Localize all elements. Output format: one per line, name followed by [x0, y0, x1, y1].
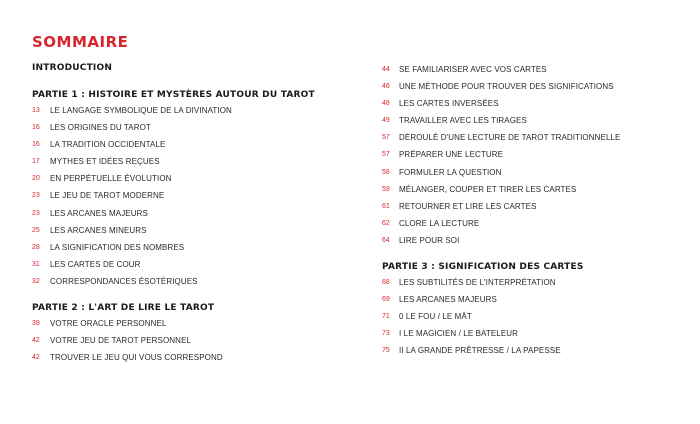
toc-entry[interactable]: [382, 291, 682, 308]
toc-entry-label: LES CARTES INVERSÉES: [399, 99, 499, 109]
toc-entry-label: UNE MÉTHODE POUR TROUVER DES SIGNIFICATIONS: [399, 82, 614, 92]
toc-entry[interactable]: [32, 119, 352, 136]
toc-page-number: 71: [382, 313, 390, 321]
toc-page-number: 61: [382, 202, 390, 210]
toc-page-number: 46: [382, 83, 390, 91]
toc-entry-label: 0 LE FOU / LE MÂT: [399, 312, 472, 322]
toc-entry[interactable]: [32, 205, 352, 222]
toc-page-number: 20: [32, 175, 40, 183]
toc-entry-label: LES CARTES DE COUR: [50, 259, 141, 269]
toc-entry[interactable]: [382, 129, 682, 146]
toc-page-number: 16: [32, 124, 40, 132]
toc-entry-label: LE LANGAGE SYMBOLIQUE DE LA DIVINATION: [50, 106, 232, 115]
toc-entry-label: PRÉPARER UNE LECTURE: [399, 150, 504, 160]
toc-entry-label: CLORE LA LECTURE: [399, 218, 480, 228]
toc-page-number: 58: [382, 168, 390, 176]
toc-entry[interactable]: [382, 181, 682, 198]
toc-entry[interactable]: [382, 164, 682, 181]
toc-page-number: 23: [32, 192, 40, 200]
toc-entry-label: VOTRE JEU DE TAROT PERSONNEL: [50, 336, 192, 346]
intro-heading[interactable]: INTRODUCTION: [32, 63, 113, 73]
toc-page-number: 42: [32, 337, 40, 345]
toc-entry[interactable]: [32, 239, 352, 256]
toc-entry-label: LES ARCANES MAJEURS: [50, 208, 148, 218]
toc-entry-label: RETOURNER ET LIRE LES CARTES: [399, 201, 537, 211]
toc-entry[interactable]: [382, 198, 682, 215]
toc-entry-label: LES ORIGINES DU TAROT: [50, 123, 151, 133]
toc-entry[interactable]: [382, 215, 682, 232]
toc-page-number: 13: [32, 107, 40, 114]
toc-page-number: 59: [382, 185, 390, 193]
toc-page-number: 57: [382, 134, 390, 142]
toc-page-number: 62: [382, 219, 390, 227]
toc-entry[interactable]: [382, 78, 682, 95]
toc-entry[interactable]: [382, 112, 682, 129]
toc-entry[interactable]: [32, 187, 352, 204]
toc-page-number: 39: [32, 320, 40, 328]
toc-page-number: 73: [382, 330, 390, 338]
toc-page-number: 23: [32, 209, 40, 217]
part3-heading[interactable]: PARTIE 3 : SIGNIFICATION DES CARTES: [382, 262, 584, 273]
toc-entry-label: EN PERPÉTUELLE ÉVOLUTION: [50, 174, 172, 184]
toc-page-number: 49: [382, 117, 390, 125]
part2-heading[interactable]: PARTIE 2 : L'ART DE LIRE LE TAROT: [32, 303, 215, 314]
toc-entry[interactable]: [32, 153, 352, 170]
toc-entry-label: LES ARCANES MINEURS: [50, 225, 147, 235]
toc-entry[interactable]: [382, 325, 682, 342]
toc-entry[interactable]: [32, 315, 352, 332]
toc-entry-label: CORRESPONDANCES ÉSOTÉRIQUES: [50, 276, 198, 286]
toc-entry[interactable]: [32, 170, 352, 187]
toc-left-column: [32, 61, 352, 366]
toc-entry[interactable]: [32, 349, 352, 366]
toc-entry-label: LE JEU DE TAROT MODERNE: [50, 191, 165, 201]
toc-page-number: 64: [382, 236, 390, 244]
toc-entry[interactable]: [382, 232, 682, 249]
toc-page-number: 32: [32, 277, 40, 285]
toc-page-number: 31: [32, 260, 40, 268]
toc-page-number: 25: [32, 226, 40, 234]
toc-entry-label: LA SIGNIFICATION DES NOMBRES: [50, 242, 185, 252]
toc-entry-label: I LE MAGICIEN / LE BATELEUR: [399, 329, 519, 339]
toc-entry[interactable]: [382, 61, 682, 78]
toc-entry-label: DÉROULÉ D'UNE LECTURE DE TAROT TRADITIONNELLE: [399, 133, 621, 143]
part2-continued-entries: [382, 61, 682, 249]
toc-entry[interactable]: [382, 308, 682, 325]
toc-entry[interactable]: [32, 256, 352, 273]
toc-page-number: 16: [32, 141, 40, 149]
toc-entry[interactable]: [382, 146, 682, 163]
toc-entry[interactable]: [32, 102, 352, 119]
toc-entry-label: FORMULER LA QUESTION: [399, 167, 502, 177]
toc-entry-label: LES SUBTILITÉS DE L'INTERPRÉTATION: [399, 278, 556, 288]
part1-heading[interactable]: PARTIE 1 : HISTOIRE ET MYSTÈRES AUTOUR DU TAROT: [32, 90, 315, 100]
toc-page-number: 57: [382, 151, 390, 159]
toc-entry[interactable]: [382, 274, 682, 291]
toc-page-number: 69: [382, 296, 390, 304]
toc-entry-label: TROUVER LE JEU QUI VOUS CORRESPOND: [50, 353, 223, 363]
toc-entry[interactable]: [382, 342, 682, 359]
toc-entry-label: LES ARCANES MAJEURS: [399, 295, 497, 305]
toc-page-number: 68: [382, 279, 390, 287]
toc-entry-label: LIRE POUR SOI: [399, 235, 460, 245]
toc-entry[interactable]: [32, 136, 352, 153]
toc-page-number: 75: [382, 347, 390, 355]
toc-page-number: 28: [32, 243, 40, 251]
toc-entry-label: SE FAMILIARISER AVEC VOS CARTES: [399, 65, 547, 74]
toc-entry-label: TRAVAILLER AVEC LES TIRAGES: [399, 116, 527, 126]
page-title: SOMMAIRE: [32, 33, 129, 51]
toc-entry[interactable]: [32, 222, 352, 239]
toc-entry[interactable]: [32, 273, 352, 290]
toc-page-number: 17: [32, 158, 40, 166]
toc-entry-label: MÉLANGER, COUPER ET TIRER LES CARTES: [399, 184, 577, 194]
part2-entries: [32, 315, 352, 366]
toc-entry-label: LA TRADITION OCCIDENTALE: [50, 140, 166, 150]
toc-page-number: 48: [382, 100, 390, 108]
toc-entry-label: MYTHES ET IDÉES REÇUES: [50, 157, 160, 167]
part1-entries: [32, 102, 352, 290]
toc-entry[interactable]: [382, 95, 682, 112]
toc-entry-label: VOTRE ORACLE PERSONNEL: [50, 319, 167, 329]
toc-entry-label: II LA GRANDE PRÊTRESSE / LA PAPESSE: [399, 346, 561, 356]
toc-right-column: [382, 61, 682, 360]
toc-page-number: 42: [32, 354, 40, 362]
part3-entries: [382, 274, 682, 359]
toc-page-number: 44: [382, 66, 390, 73]
toc-entry[interactable]: [32, 332, 352, 349]
